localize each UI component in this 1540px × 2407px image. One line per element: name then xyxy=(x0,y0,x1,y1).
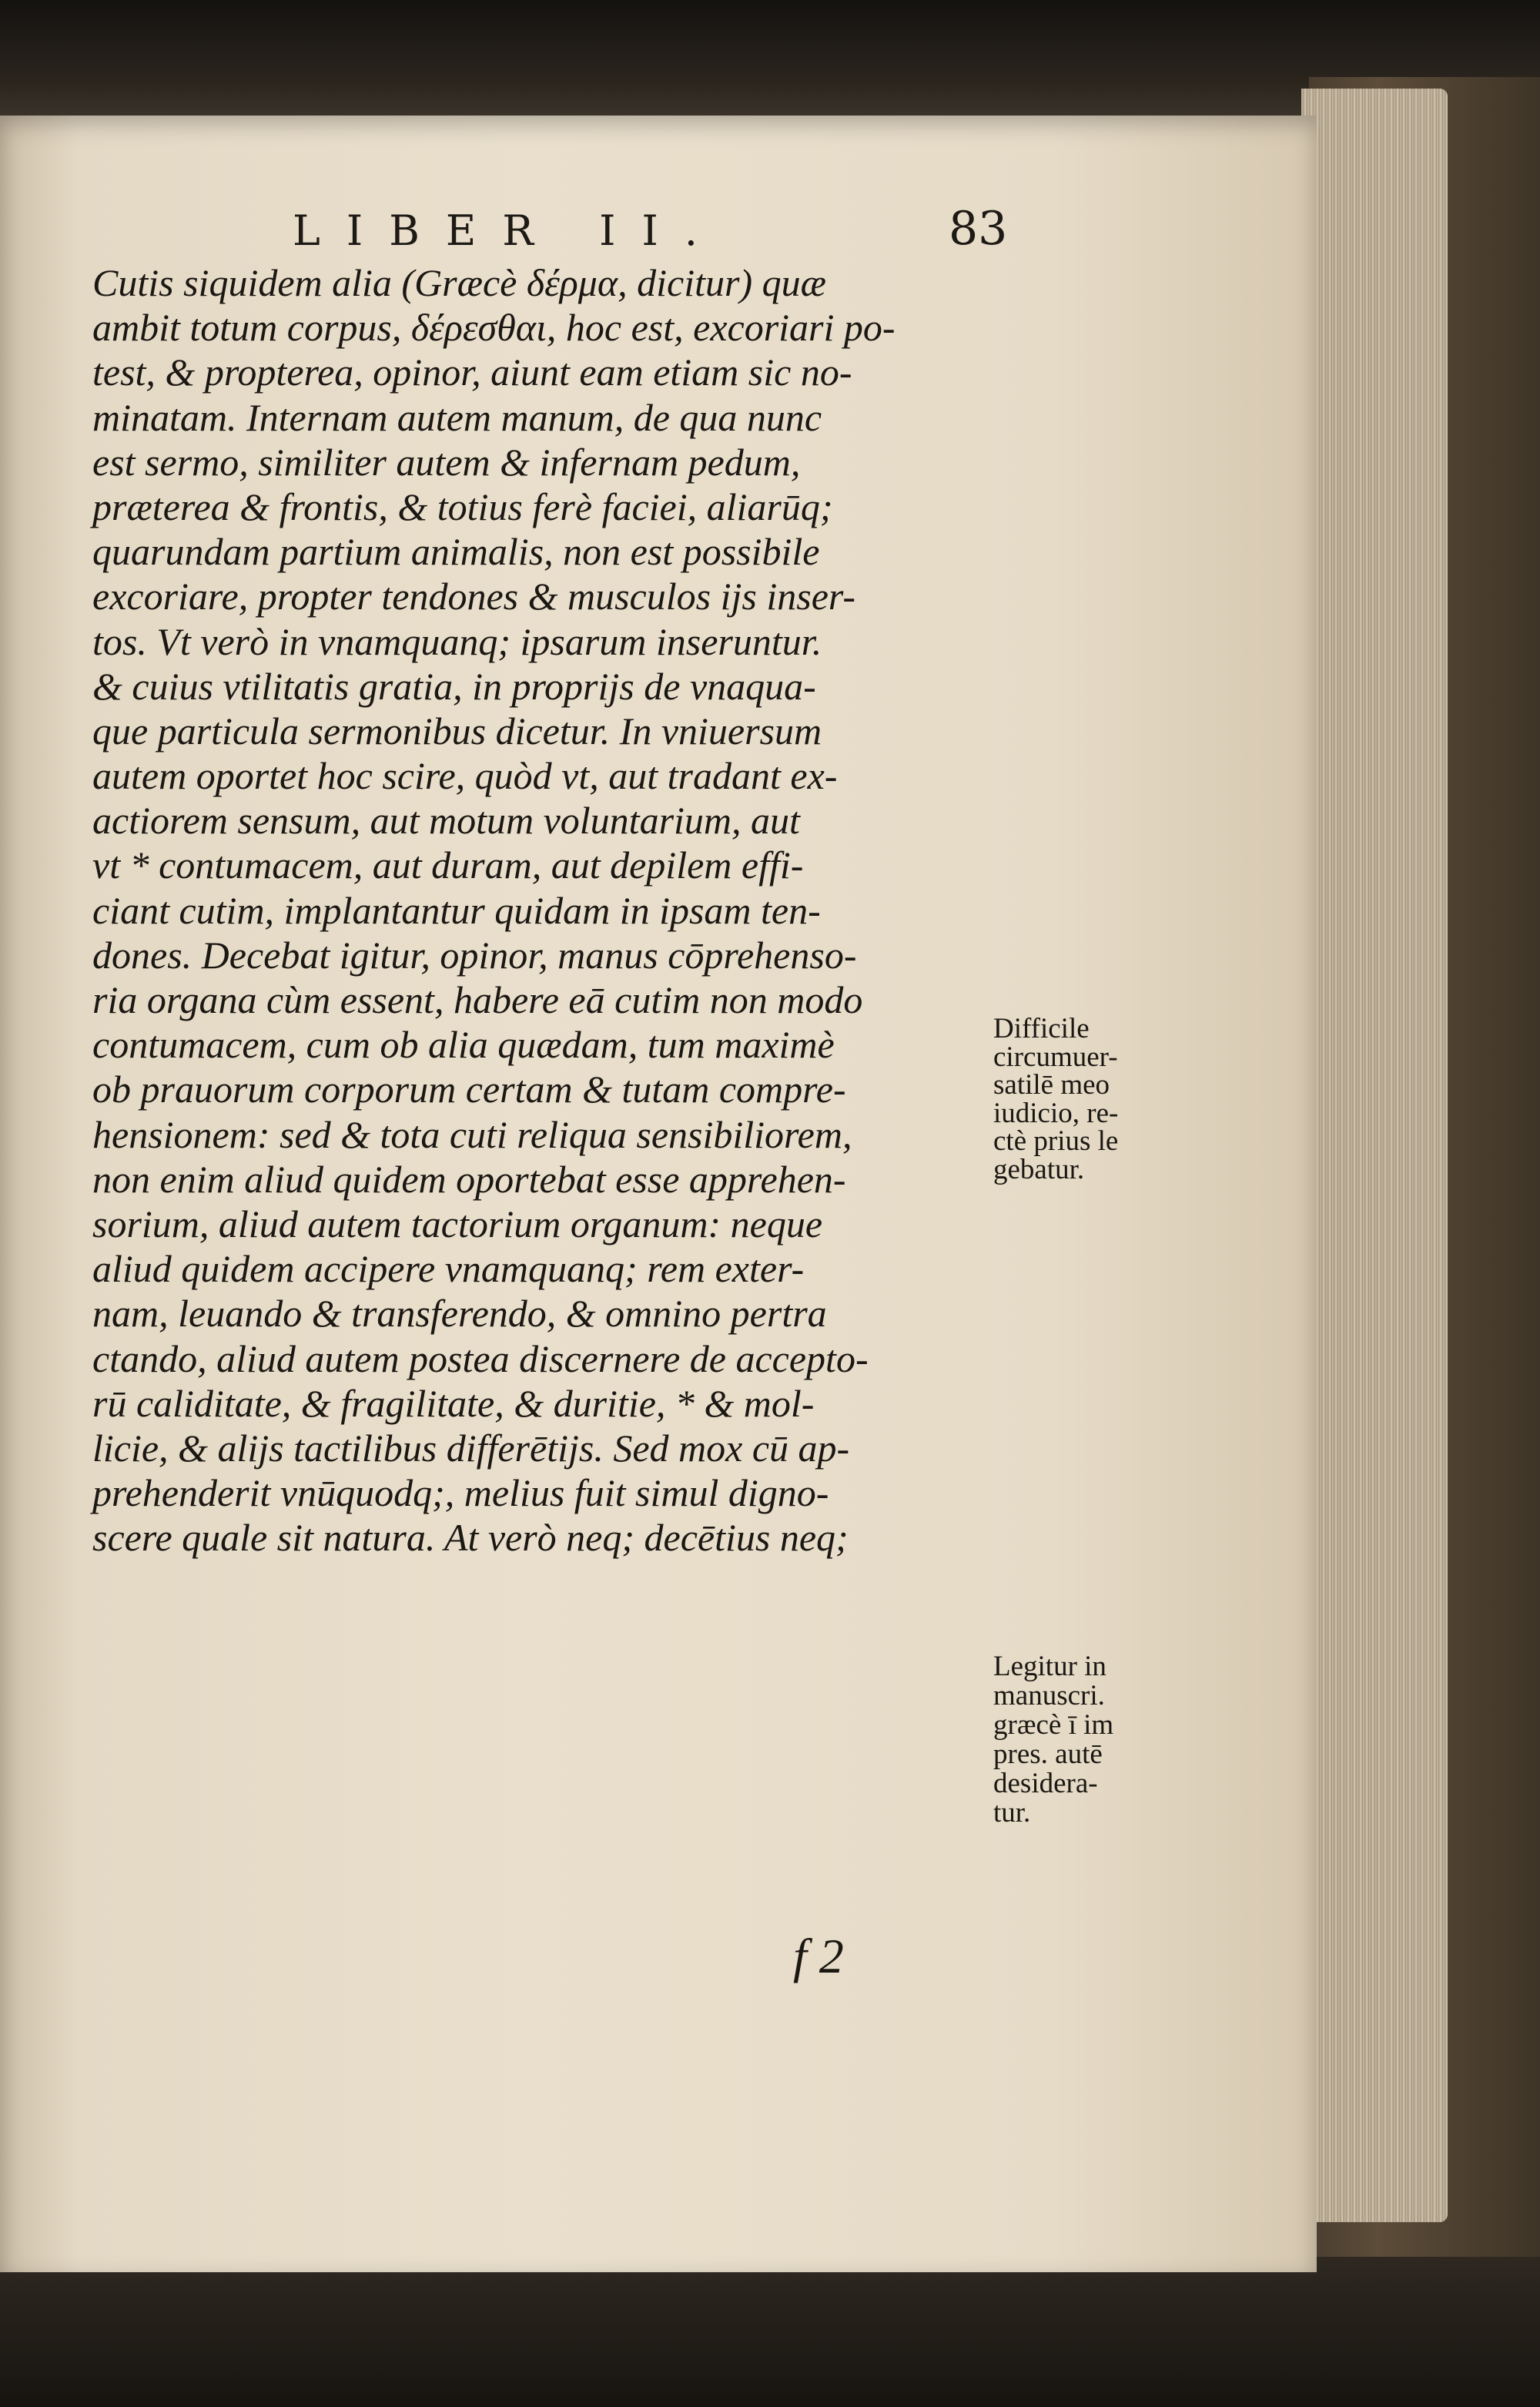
marginal-line: græcè ī im xyxy=(993,1709,1114,1741)
marginal-line: ctè prius le xyxy=(993,1125,1119,1157)
text-line: ambit totum corpus, δέρεσθαι, hoc est, excoriari po- xyxy=(92,306,896,350)
marginal-line: circumuer- xyxy=(993,1041,1118,1073)
text-line: aliud quidem accipere vnamquanq; rem exter- xyxy=(92,1247,805,1291)
text-line: hensionem: sed & tota cuti reliqua sensibiliorem, xyxy=(92,1112,852,1156)
text-line: que particula sermonibus dicetur. In vniuersum xyxy=(92,709,822,753)
marginal-note-legitur xyxy=(993,1652,1232,1828)
text-line: non enim aliud quidem oportebat esse apprehen- xyxy=(92,1157,846,1201)
page-number: 83 xyxy=(949,202,1008,256)
text-line: ob prauorum corporum certam & tutam compre- xyxy=(92,1068,846,1111)
marginal-line: gebatur. xyxy=(993,1153,1085,1185)
text-line: actiorem sensum, aut motum voluntarium, aut xyxy=(92,799,800,843)
text-line: vt * contumacem, aut duram, aut depilem effi- xyxy=(92,843,804,887)
marginal-line: tur. xyxy=(993,1797,1031,1829)
marginal-line: iudicio, re- xyxy=(993,1097,1119,1129)
text-line: excoriare, propter tendones & musculos ijs inser- xyxy=(92,575,855,619)
text-line: licie, & alijs tactilibus differētijs. Sed mox cū ap- xyxy=(92,1426,850,1470)
marginal-line: Legitur in xyxy=(993,1651,1106,1682)
text-line: dones. Decebat igitur, opinor, manus cōprehenso- xyxy=(92,933,857,977)
text-line: autem oportet hoc scire, quòd vt, aut tradant ex- xyxy=(92,754,838,798)
text-line: minatam. Internam autem manum, de qua nunc xyxy=(92,395,822,439)
text-line: Cutis siquidem alia (Græcè δέρμα, dicitur) quæ xyxy=(92,261,826,304)
marginal-line: satilē meo xyxy=(993,1069,1110,1101)
text-line: tos. Vt verò in vnamquanq; ipsarum inseruntur. xyxy=(92,619,822,663)
text-line: contumacem, cum ob alia quædam, tum maximè xyxy=(92,1023,835,1067)
text-line: sorium, aliud autem tactorium organum: neque xyxy=(92,1202,823,1245)
page-edges xyxy=(1301,89,1448,2222)
text-line: test, & propterea, opinor, aiunt eam etiam sic no- xyxy=(92,350,852,394)
body-text xyxy=(92,260,1016,1560)
text-line: est sermo, similiter autem & infernam pedum, xyxy=(92,440,801,484)
marginal-note-difficile xyxy=(993,1015,1232,1184)
text-line: ciant cutim, implantantur quidam in ipsam ten- xyxy=(92,888,821,932)
running-head: LIBER II. xyxy=(293,206,724,255)
text-line: rū caliditate, & fragilitate, & duritie, * & mol- xyxy=(92,1381,815,1425)
text-line: scere quale sit natura. At verò neq; decētius neq; xyxy=(92,1516,849,1560)
marginal-line: pres. autē xyxy=(993,1738,1103,1770)
marginal-line: manuscri. xyxy=(993,1680,1105,1711)
text-line: ria organa cùm essent, habere eā cutim non modo xyxy=(92,978,863,1021)
background-bottom xyxy=(0,2257,1540,2407)
marginal-line: desidera- xyxy=(993,1768,1098,1799)
text-line: quarundam partium animalis, non est possibile xyxy=(92,530,820,574)
text-line: nam, leuando & transferendo, & omnino pertra xyxy=(92,1292,827,1336)
text-line: præterea & frontis, & totius ferè faciei, aliarūq; xyxy=(92,484,833,528)
signature-mark: f 2 xyxy=(793,1929,844,1983)
text-line: ctando, aliud autem postea discernere de accepto- xyxy=(92,1336,869,1380)
text-line: & cuius vtilitatis gratia, in proprijs de vnaqua- xyxy=(92,664,816,708)
marginal-line: Difficile xyxy=(993,1013,1090,1044)
text-line: prehenderit vnūquodq;, melius fuit simul digno- xyxy=(92,1471,829,1515)
